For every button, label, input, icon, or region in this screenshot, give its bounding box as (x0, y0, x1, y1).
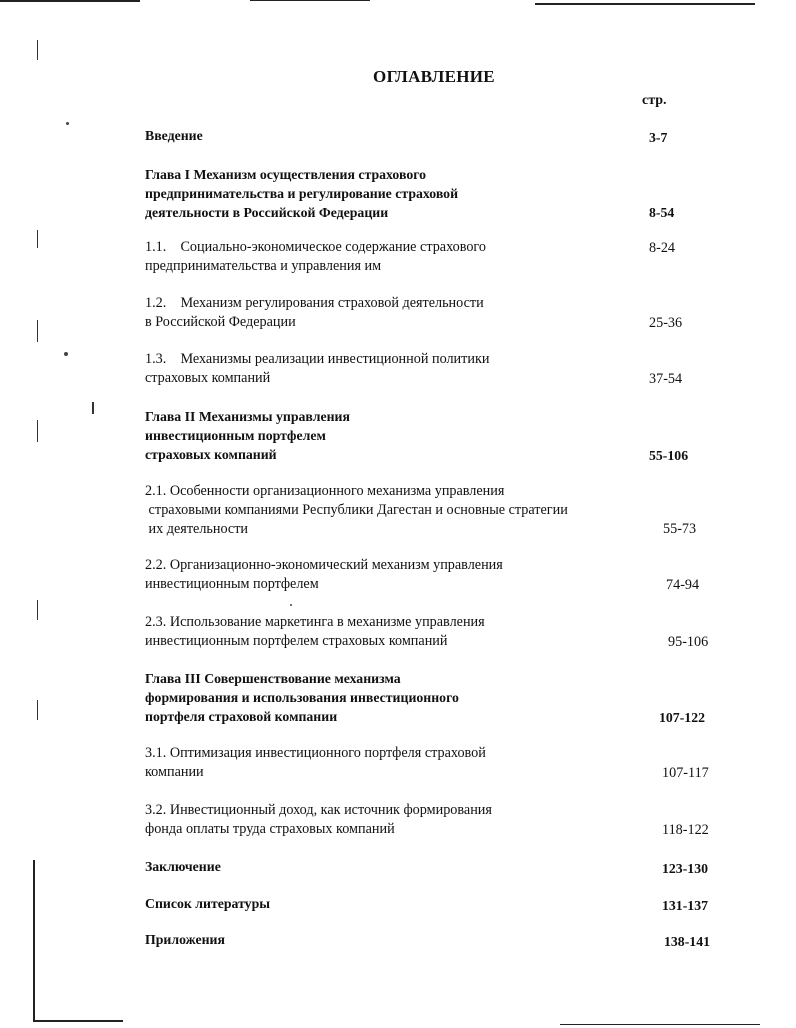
toc-page-range: 37-54 (649, 371, 683, 387)
toc-page-range: 107-117 (662, 765, 709, 781)
toc-entry-line: инвестиционным портфелем страховых компаний (145, 633, 448, 649)
toc-entry-line: Глава I Механизм осуществления страхового (145, 167, 427, 182)
toc-entry-line: страховых компаний (145, 370, 271, 386)
scan-edge-top-3 (535, 3, 755, 5)
toc-entry (145, 613, 485, 651)
toc-entry-line: инвестиционным портфелем (145, 428, 326, 443)
scan-speck (66, 122, 69, 125)
toc-entry-line: 2.2. Организационно-экономический механизм управления (145, 557, 503, 573)
toc-page-range: 107-122 (659, 710, 705, 725)
toc-page-range: 123-130 (662, 861, 708, 876)
toc-entry (145, 350, 489, 388)
toc-entry-line: Заключение (145, 859, 221, 874)
toc-entry-line: страховых компаний (145, 447, 277, 462)
toc-entry (145, 744, 486, 782)
toc-page-range: 118-122 (662, 822, 709, 838)
scan-edge-top-2 (250, 0, 370, 1)
toc-entry-line: 3.2. Инвестиционный доход, как источник формирования (145, 802, 492, 818)
toc-entry (145, 801, 492, 839)
toc-entry-line: инвестиционным портфелем (145, 576, 319, 592)
scan-edge-bottom (33, 1020, 123, 1022)
toc-entry-line: Глава II Механизмы управления (145, 409, 350, 424)
margin-mark (92, 402, 94, 414)
toc-entry-line: в Российской Федерации (145, 314, 296, 330)
toc-entry (145, 238, 486, 276)
toc-entry (145, 294, 484, 332)
toc-entry (145, 556, 503, 594)
toc-entry-line: формирования и использования инвестиционного (145, 690, 459, 705)
toc-entry-line: портфеля страховой компании (145, 709, 338, 724)
page-title: ОГЛАВЛЕНИЕ (373, 67, 495, 86)
toc-entry-line: 1.3. Механизмы реализации инвестиционной политики (145, 351, 490, 367)
toc-page-range: 74-94 (666, 577, 700, 593)
toc-page-range: 25-36 (649, 315, 683, 331)
toc-entry-line: предпринимательства и регулирование страховой (145, 186, 459, 201)
toc-entry-line: 2.3. Использование маркетинга в механизме управления (145, 614, 485, 630)
toc-entry-line: 1.2. Механизм регулирования страховой деятельности (145, 295, 484, 311)
margin-mark (37, 420, 38, 442)
toc-page-range: 3-7 (649, 130, 668, 145)
margin-mark (37, 600, 38, 620)
toc-page-range: 138-141 (664, 934, 710, 949)
toc-entry-line: Введение (145, 128, 203, 143)
margin-mark (37, 320, 38, 342)
margin-mark (37, 40, 38, 60)
toc-entry (145, 482, 568, 539)
scan-edge-left (33, 860, 35, 1020)
scan-edge-top-1 (0, 0, 140, 2)
margin-mark (37, 700, 38, 720)
toc-entry (145, 894, 270, 913)
toc-entry-line: Список литературы (145, 896, 271, 911)
toc-entry-line: их деятельности (145, 521, 248, 537)
scan-edge-bottom-right (560, 1024, 760, 1025)
toc-page-range: 131-137 (662, 898, 708, 913)
toc-entry-line: предпринимательства и управления им (145, 258, 382, 274)
toc-entry (145, 669, 459, 726)
toc-entry-line: 2.1. Особенности организационного механизма управления (145, 483, 505, 499)
toc-entry (145, 857, 221, 876)
toc-page-range: 8-54 (649, 205, 675, 220)
toc-entry-line: 3.1. Оптимизация инвестиционного портфеля страховой (145, 745, 486, 761)
toc-entry-line: деятельности в Российской Федерации (145, 205, 389, 220)
scan-speck (290, 604, 292, 606)
toc-entry-line: компании (145, 764, 204, 780)
toc-page-range: 55-73 (663, 521, 697, 537)
page-column-label: стр. (642, 93, 667, 108)
toc-entry-line: страховыми компаниями Республики Дагестан и основные стратегии (145, 502, 568, 518)
toc-page-range: 95-106 (668, 634, 709, 650)
toc-entry-line: фонда оплаты труда страховых компаний (145, 821, 395, 837)
toc-entry (145, 126, 203, 145)
scan-speck (64, 352, 68, 356)
toc-entry (145, 407, 350, 464)
toc-entry-line: 1.1. Социально-экономическое содержание страхового (145, 239, 486, 255)
toc-entry (145, 165, 458, 222)
toc-entry-line: Приложения (145, 932, 225, 947)
toc-entry (145, 930, 225, 949)
margin-mark (37, 230, 38, 248)
toc-page-range: 8-24 (649, 240, 676, 256)
toc-entry-line: Глава III Совершенствование механизма (145, 671, 401, 686)
toc-page-range: 55-106 (649, 448, 689, 463)
